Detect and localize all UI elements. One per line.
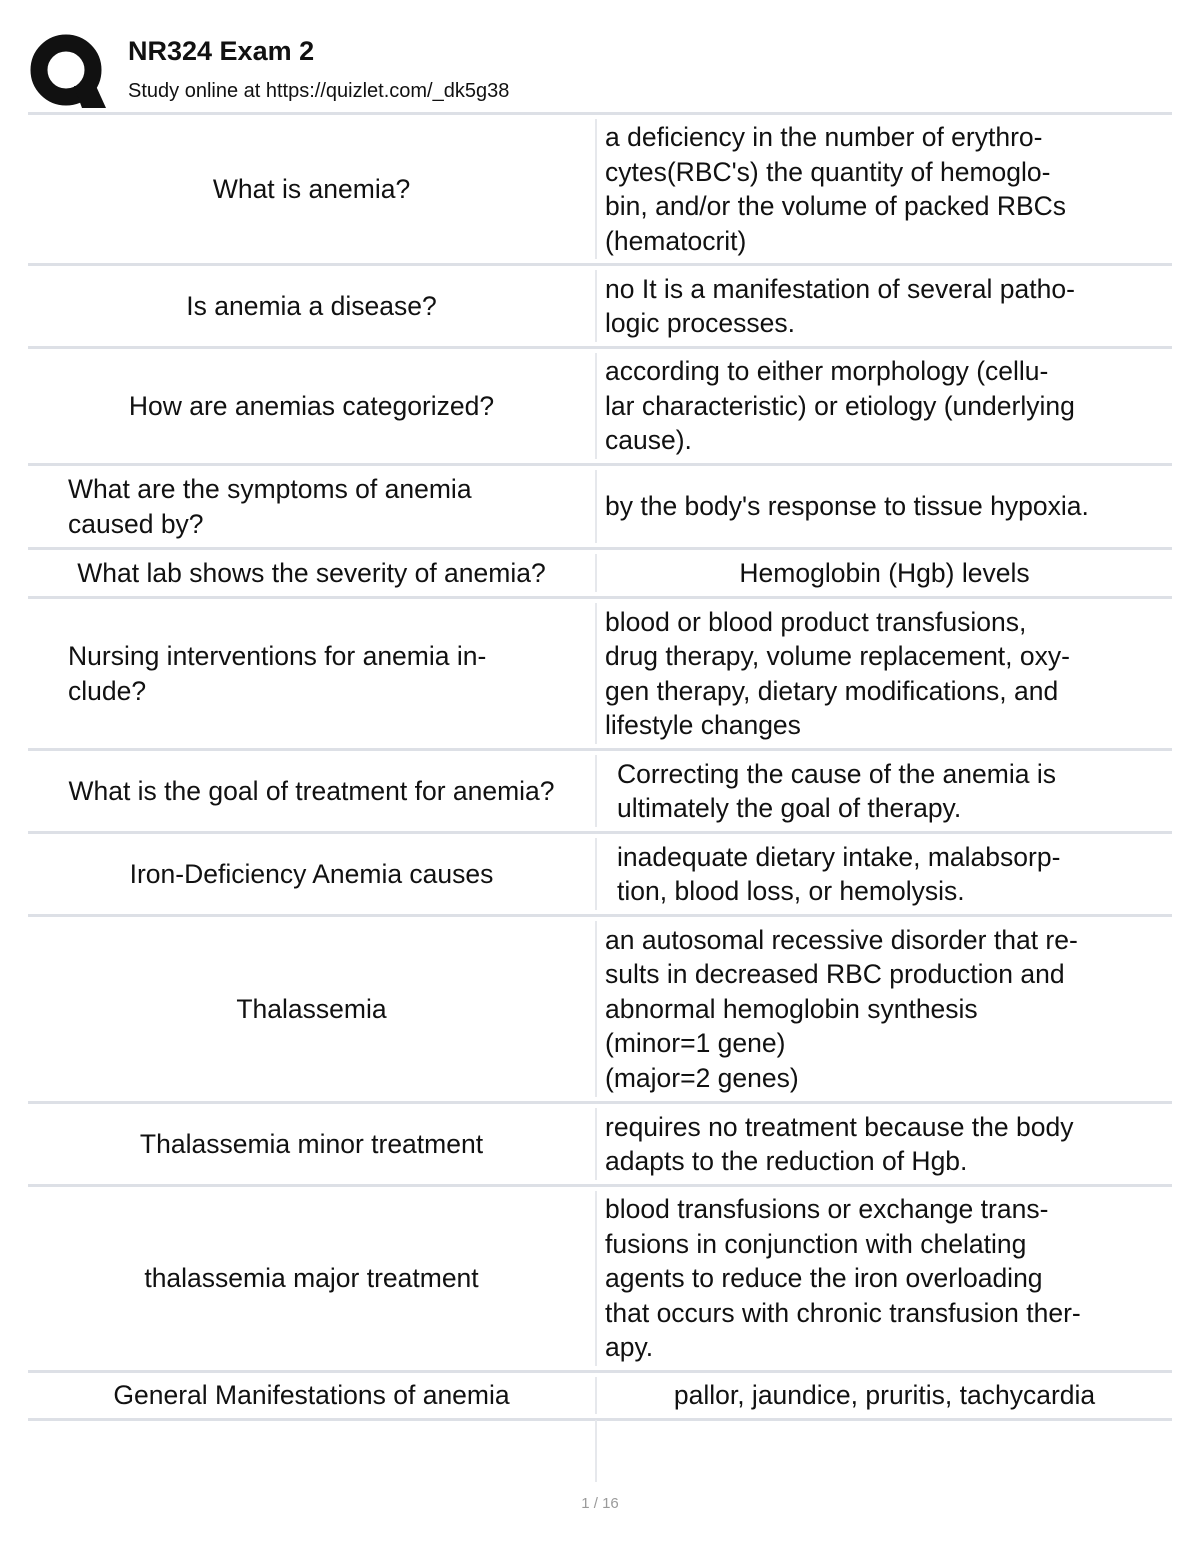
term-cell: What is anemia? [212,173,411,204]
table-row [28,1373,1172,1418]
table-row [28,834,1172,914]
table-row [28,266,1172,346]
term-cell: Thalassemia [236,993,387,1024]
term-cell: Iron-Deficiency Anemia causes [129,858,494,889]
flashcard-table [28,112,1172,1421]
definition-cell: Correcting the cause of the anemia is ultimately the goal of therapy. [617,758,1056,823]
definition-cell: inadequate dietary intake, malabsorp- tion, blood loss, or hemolysis. [617,841,1061,906]
definition-cell: requires no treatment because the body adapts to the reduction of Hgb. [605,1111,1074,1176]
study-online-link[interactable]: Study online at https://quizlet.com/_dk5g38 [128,80,510,102]
page-header [30,30,1170,110]
document-title: NR324 Exam 2 [128,36,315,66]
table-row [28,466,1172,547]
definition-cell: no It is a manifestation of several patho- logic processes. [605,273,1075,338]
definition-cell: blood transfusions or exchange trans- fusions in conjunction with chelating agents to reduce the iron overloading that occurs with chronic transfusion ther- apy. [605,1194,1081,1363]
table-row [28,751,1172,831]
definition-cell: Hemoglobin (Hgb) levels [739,557,1030,588]
term-cell: What is the goal of treatment for anemia? [68,775,555,806]
table-row [28,1104,1172,1184]
table-row [28,917,1172,1101]
term-cell: Thalassemia minor treatment [139,1128,484,1159]
page-indicator: 1 / 16 [581,1495,619,1512]
table-row [28,1187,1172,1370]
table-row [28,349,1172,463]
term-cell: How are anemias categorized? [128,390,495,421]
term-cell: Is anemia a disease? [186,290,437,321]
definition-cell: pallor, jaundice, pruritis, tachycardia [673,1380,1096,1411]
definition-cell: blood or blood product transfusions, drug therapy, volume replacement, oxy- gen therapy, dietary modifications, and lifestyle changes [605,606,1070,740]
term-cell: What lab shows the severity of anemia? [77,557,546,588]
table-row [28,550,1172,596]
row-separator [28,1418,1172,1421]
quizlet-q-logo-icon [30,34,106,110]
column-divider [595,1420,597,1482]
term-cell: Nursing interventions for anemia in- clude? [68,641,487,706]
term-cell: What are the symptoms of anemia caused by? [68,474,472,539]
term-cell: thalassemia major treatment [144,1263,479,1294]
definition-cell: according to either morphology (cellu- lar characteristic) or etiology (underlying cause). [605,356,1075,456]
term-cell: General Manifestations of anemia [113,1380,510,1411]
definition-cell: a deficiency in the number of erythro- cytes(RBC's) the quantity of hemoglo- bin, and/or the volume of packed RBCs (hematocrit) [605,122,1067,256]
table-row [28,115,1172,263]
definition-cell: an autosomal recessive disorder that re- sults in decreased RBC production and abnormal hemoglobin synthesis (minor=1 gene) (major=2 genes) [605,924,1078,1093]
table-row [28,599,1172,748]
definition-cell: by the body's response to tissue hypoxia. [605,491,1089,522]
